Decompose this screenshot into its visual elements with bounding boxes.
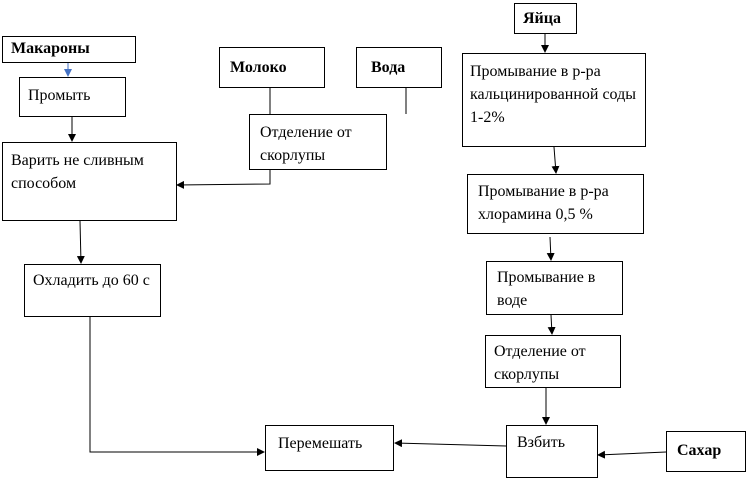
arrow-khloramin-vode (550, 237, 551, 260)
node-okhladit: Охладить до 60 с (24, 264, 161, 317)
arrow-okhladit-peremeshat (90, 317, 264, 452)
node-voda: Вода (356, 47, 442, 88)
node-moloko: Молоко (219, 47, 325, 88)
arrow-vode-otdelenie2 (551, 315, 552, 334)
node-makarony: Макароны (2, 36, 136, 63)
arrow-soda-khloramin (554, 147, 556, 173)
node-yaytsa: Яйца (514, 3, 577, 34)
arrow-vzbit-peremeshat (395, 443, 506, 446)
arrow-sakhar-vzbit (598, 452, 666, 455)
node-khloramin: Промывание в р-ра хлорамина 0,5 % (467, 174, 644, 234)
node-peremeshat: Перемешать (265, 425, 394, 471)
node-varit: Варить не сливным способом (2, 142, 177, 221)
arrow-varit-okhladit (80, 221, 81, 263)
node-otdelenie1: Отделение от скорлупы (249, 114, 387, 170)
node-vzbit: Взбить (506, 425, 598, 478)
node-otdelenie2: Отделение от скорлупы (485, 335, 621, 388)
node-sakhar: Сахар (666, 431, 746, 472)
node-vode: Промывание в воде (486, 261, 623, 315)
arrow-otdelenie1-varit (177, 169, 270, 185)
node-soda: Промывание в р-ра кальцинированной соды 1-2% (462, 53, 646, 147)
node-promyt: Промыть (19, 77, 126, 117)
